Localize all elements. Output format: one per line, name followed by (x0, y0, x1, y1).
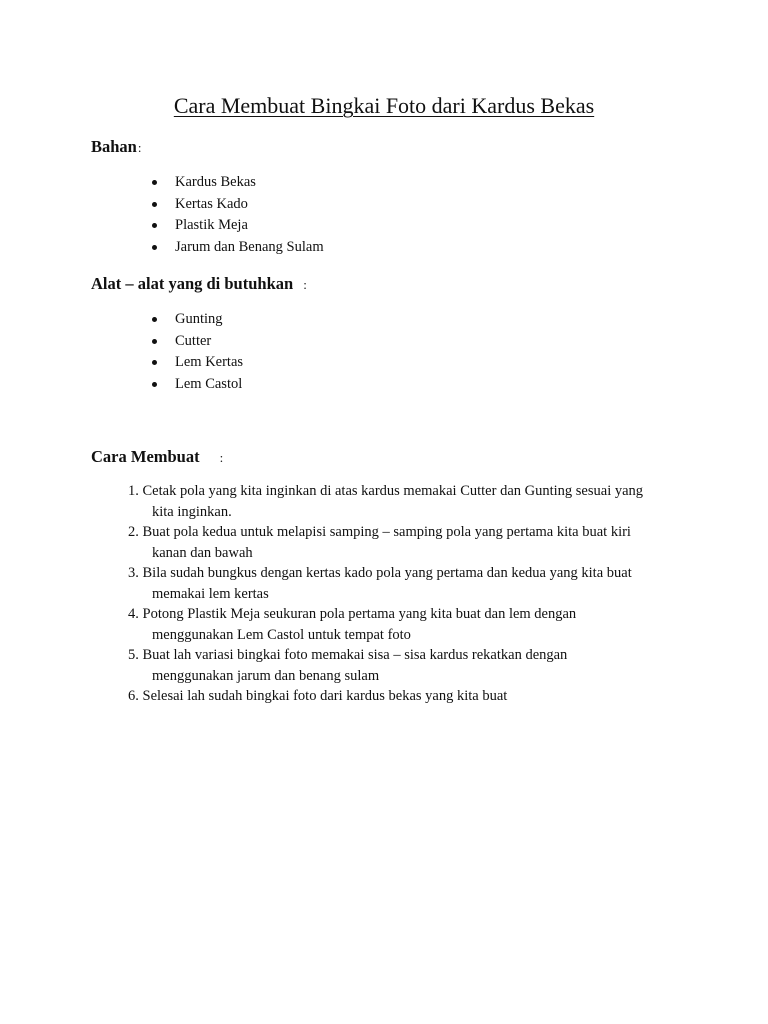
bullet-icon (152, 317, 157, 322)
section-heading-cara (91, 447, 223, 467)
section-heading-bahan-label: Bahan (91, 137, 137, 156)
step-item (128, 563, 688, 604)
alat-list-item (152, 309, 243, 331)
alat-item-label: Lem Castol (175, 376, 243, 393)
bahan-item-label: Plastik Meja (175, 217, 248, 234)
bullet-icon (152, 202, 157, 207)
step-line-continued: menggunakan Lem Castol untuk tempat foto (152, 626, 411, 643)
step-line: 6. Selesai lah sudah bingkai foto dari kardus bekas yang kita buat (128, 688, 508, 704)
section-heading-cara-colon: : (219, 450, 224, 465)
bullet-icon (152, 245, 157, 250)
section-heading-bahan (91, 137, 141, 157)
step-line-continued: memakai lem kertas (152, 585, 269, 602)
step-item (128, 522, 688, 563)
bullet-icon (152, 360, 157, 365)
step-item (128, 604, 688, 645)
alat-list-item (152, 331, 243, 353)
step-line-continued: kanan dan bawah (152, 544, 253, 561)
alat-item-label: Gunting (175, 311, 223, 327)
alat-item-label: Cutter (175, 332, 212, 349)
step-item (128, 645, 688, 686)
alat-item-label: Lem Kertas (175, 354, 244, 371)
bullet-icon (152, 382, 157, 387)
section-heading-alat-colon: : (303, 277, 307, 292)
bahan-item-label: Jarum dan Benang Sulam (175, 239, 324, 256)
step-item (128, 481, 688, 522)
bahan-list-item (152, 172, 324, 194)
bahan-list-item (152, 194, 324, 216)
step-line: 5. Buat lah variasi bingkai foto memakai sisa – sisa kardus rekatkan dengan (128, 647, 568, 663)
bahan-list-item (152, 215, 324, 237)
section-heading-cara-label: Cara Membuat (91, 447, 200, 466)
step-line: 3. Bila sudah bungkus dengan kertas kado pola yang pertama dan kedua yang kita buat (128, 565, 632, 581)
bullet-icon (152, 223, 157, 228)
step-line-continued: menggunakan jarum dan benang sulam (152, 667, 380, 684)
step-line: 4. Potong Plastik Meja seukuran pola pertama yang kita buat dan lem dengan (128, 606, 577, 622)
steps-list (128, 481, 688, 707)
step-item (128, 686, 688, 707)
document-title: Cara Membuat Bingkai Foto dari Kardus Bekas (173, 93, 595, 118)
alat-list (152, 309, 243, 396)
alat-list-item (152, 374, 243, 396)
bahan-item-label: Kertas Kado (175, 195, 248, 212)
alat-list-item (152, 352, 243, 374)
step-line-continued: kita inginkan. (152, 503, 232, 520)
bullet-icon (152, 180, 157, 185)
step-line: 1. Cetak pola yang kita inginkan di atas kardus memakai Cutter dan Gunting sesuai yang (128, 483, 644, 499)
section-heading-alat (91, 274, 307, 294)
step-line: 2. Buat pola kedua untuk melapisi samping – samping pola yang pertama kita buat kiri (128, 524, 631, 540)
bahan-list-item (152, 237, 324, 259)
section-heading-bahan-colon: : (137, 140, 142, 155)
bullet-icon (152, 339, 157, 344)
bahan-item-label: Kardus Bekas (175, 174, 256, 190)
section-heading-alat-label: Alat – alat yang di butuhkan (91, 274, 294, 293)
bahan-list (152, 172, 324, 259)
